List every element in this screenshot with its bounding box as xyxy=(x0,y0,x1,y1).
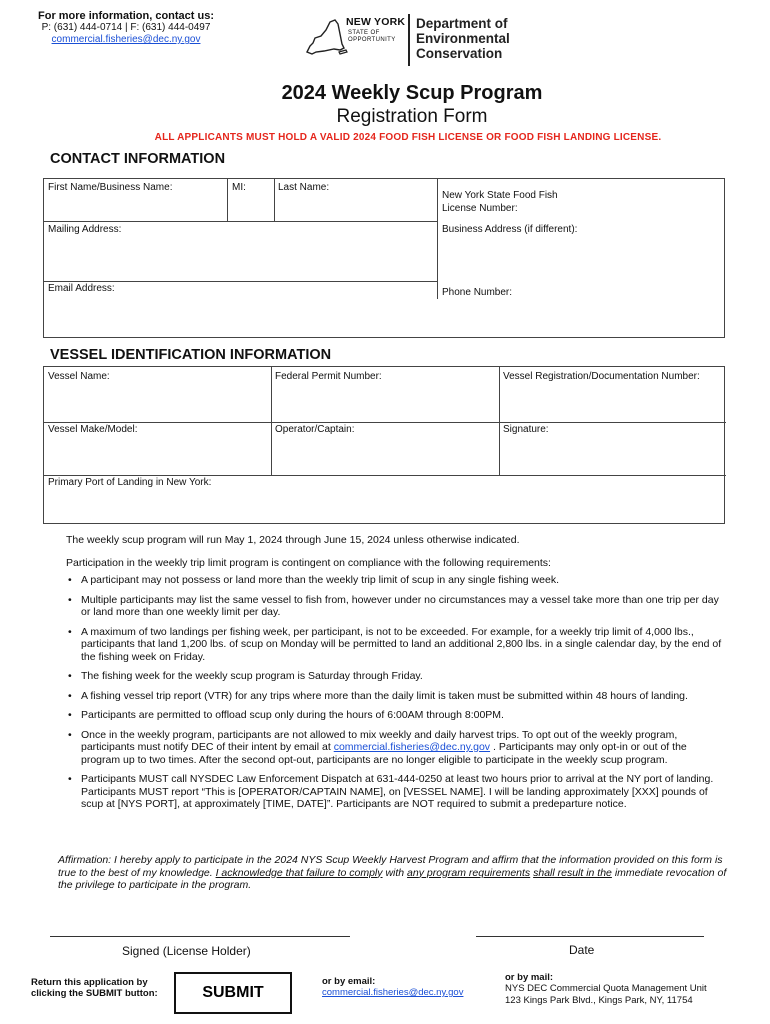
email-return-block xyxy=(322,976,463,999)
operator-captain-field[interactable] xyxy=(273,438,497,472)
vessel-info-grid xyxy=(43,366,725,524)
contact-info-heading: CONTACT INFORMATION xyxy=(50,151,226,167)
phone-number-field[interactable] xyxy=(440,301,722,335)
list-item: • A maximum of two landings per fishing week, per participant, is not to be exceeded. For example, for a weekly trip limit of 4,000 lbs., participants that land 1,200 lbs. of scup on Monday will be permitted to land an additional 2,800 lbs. in a single calendar day, by the end of the fishing week on Friday. xyxy=(68,625,722,663)
primary-port-field[interactable] xyxy=(46,491,722,521)
contact-email-link[interactable]: commercial.fisheries@dec.ny.gov xyxy=(51,34,201,45)
signed-label: Signed (License Holder) xyxy=(122,944,251,958)
email-address-field[interactable] xyxy=(46,297,434,335)
license-warning: ALL APPLICANTS MUST HOLD A VALID 2024 FOOD FISH LICENSE OR FOOD FISH LANDING LICENSE. xyxy=(154,132,662,143)
signature-field[interactable] xyxy=(501,438,723,472)
vessel-name-field[interactable] xyxy=(46,385,268,419)
signed-field[interactable] xyxy=(50,912,350,934)
page-subtitle: Registration Form xyxy=(336,106,488,127)
return-instructions: Return this application by clicking the SUBMIT button: xyxy=(31,977,158,999)
mi-field[interactable] xyxy=(230,195,272,219)
program-contingent-text: Participation in the weekly trip limit program is contingent on compliance with the following requirements: xyxy=(66,557,551,569)
operator-captain-label: Operator/Captain: xyxy=(275,424,355,435)
first-name-label: First Name/Business Name: xyxy=(48,182,173,193)
list-item: • Once in the weekly program, participants are not allowed to mix weekly and daily harvest trips. To opt out of the weekly program, participants must notify DEC of their intent by email at commercial.fisheries@dec.ny.gov . Participants may only opt-in or out of the program up to two times. After the second opt-out, participants are no longer eligible to participate in the weekly scup program. xyxy=(68,728,687,766)
list-item: • Participants MUST call NYSDEC Law Enforcement Dispatch at 631-444-0250 at least two hours prior to arrival at the NY port of landing. Participants MUST report “This is [OPERATOR/CAPTAIN NAME], on [VESSEL NAME]. I will be landing approximately [XXX] pounds of scup at [NYS PORT], at approximately [TIME, DATE]”. Participants are NOT required to submit a predeparture notice. xyxy=(68,773,714,810)
new-york-state-map-icon xyxy=(304,16,348,60)
phone-number-label: Phone Number: xyxy=(442,287,513,298)
mi-label: MI: xyxy=(232,182,246,193)
affirmation-text: Affirmation: I hereby apply to participate in the 2024 NYS Scup Weekly Harvest Program and affirm that the information provided on this form is true to the best of my knowledge. I acknowledge that failure to comply with any program requirements shall result in the immediate revocation of the privilege to participate in the program. xyxy=(58,854,727,891)
last-name-label: Last Name: xyxy=(278,182,330,193)
program-dates-text: The weekly scup program will run May 1, 2024 through June 15, 2024 unless otherwise indicated. xyxy=(66,534,520,546)
email-return-label: or by email: xyxy=(322,976,376,987)
vessel-name-label: Vessel Name: xyxy=(48,371,110,382)
date-field[interactable] xyxy=(476,912,704,934)
mail-address-line-2: 123 Kings Park Blvd., Kings Park, NY, 11754 xyxy=(505,995,693,1006)
list-item: • Participants are permitted to offload scup only during the hours of 6:00AM through 8:00PM. xyxy=(68,709,504,721)
requirements-list xyxy=(62,574,722,818)
signed-line xyxy=(50,936,350,937)
vessel-registration-label: Vessel Registration/Documentation Number: xyxy=(503,371,700,382)
vessel-info-heading: VESSEL IDENTIFICATION INFORMATION xyxy=(50,347,332,363)
contact-info-grid xyxy=(43,178,725,338)
business-address-field[interactable] xyxy=(440,237,722,279)
logo-department: Department of Environmental Conservation xyxy=(416,16,510,61)
logo-state-sub: STATE OF OPPORTUNITY xyxy=(348,30,396,43)
contact-block xyxy=(38,10,214,46)
mailing-address-label: Mailing Address: xyxy=(48,224,122,235)
license-number-field[interactable] xyxy=(440,215,722,221)
logo-state-word: NEW YORK xyxy=(346,16,406,28)
last-name-field[interactable] xyxy=(276,195,434,219)
signature-label: Signature: xyxy=(503,424,549,435)
vessel-make-model-label: Vessel Make/Model: xyxy=(48,424,138,435)
business-address-label: Business Address (if different): xyxy=(442,224,578,235)
email-address-label: Email Address: xyxy=(48,283,115,294)
list-item: • A participant may not possess or land more than the weekly trip limit of scup in any single fishing week. xyxy=(68,574,559,586)
list-item: • The fishing week for the weekly scup program is Saturday through Friday. xyxy=(68,670,423,682)
primary-port-label: Primary Port of Landing in New York: xyxy=(48,477,212,488)
vessel-registration-field[interactable] xyxy=(501,385,723,419)
contact-title: For more information, contact us: xyxy=(38,10,215,22)
date-label: Date xyxy=(569,943,595,957)
mailing-address-field[interactable] xyxy=(46,237,434,279)
submit-button[interactable]: SUBMIT xyxy=(174,972,292,1014)
federal-permit-field[interactable] xyxy=(273,385,497,419)
license-number-label: New York State Food Fish License Number: xyxy=(442,190,558,214)
federal-permit-label: Federal Permit Number: xyxy=(275,371,382,382)
logo-divider xyxy=(408,14,410,66)
opt-out-email-link[interactable]: commercial.fisheries@dec.ny.gov xyxy=(333,741,491,753)
mail-return-block xyxy=(505,972,707,1007)
email-return-link[interactable]: commercial.fisheries@dec.ny.gov xyxy=(322,987,464,998)
page-title: 2024 Weekly Scup Program xyxy=(281,82,543,104)
list-item: • Multiple participants may list the same vessel to fish from, however under no circumstances may a vessel take more than one trip per day or land more than one weekly limit per day. xyxy=(68,593,719,618)
mail-return-label: or by mail: xyxy=(505,972,554,983)
contact-phone: P: (631) 444-0714 | F: (631) 444-0497 xyxy=(41,22,211,33)
mail-address-line-1: NYS DEC Commercial Quota Management Unit xyxy=(505,983,707,994)
list-item: • A fishing vessel trip report (VTR) for any trips where more than the daily limit is taken must be submitted within 48 hours of landing. xyxy=(68,689,688,702)
date-line xyxy=(476,936,704,937)
first-name-field[interactable] xyxy=(46,195,224,219)
nys-dec-logo xyxy=(304,10,514,66)
vessel-make-model-field[interactable] xyxy=(46,438,268,472)
